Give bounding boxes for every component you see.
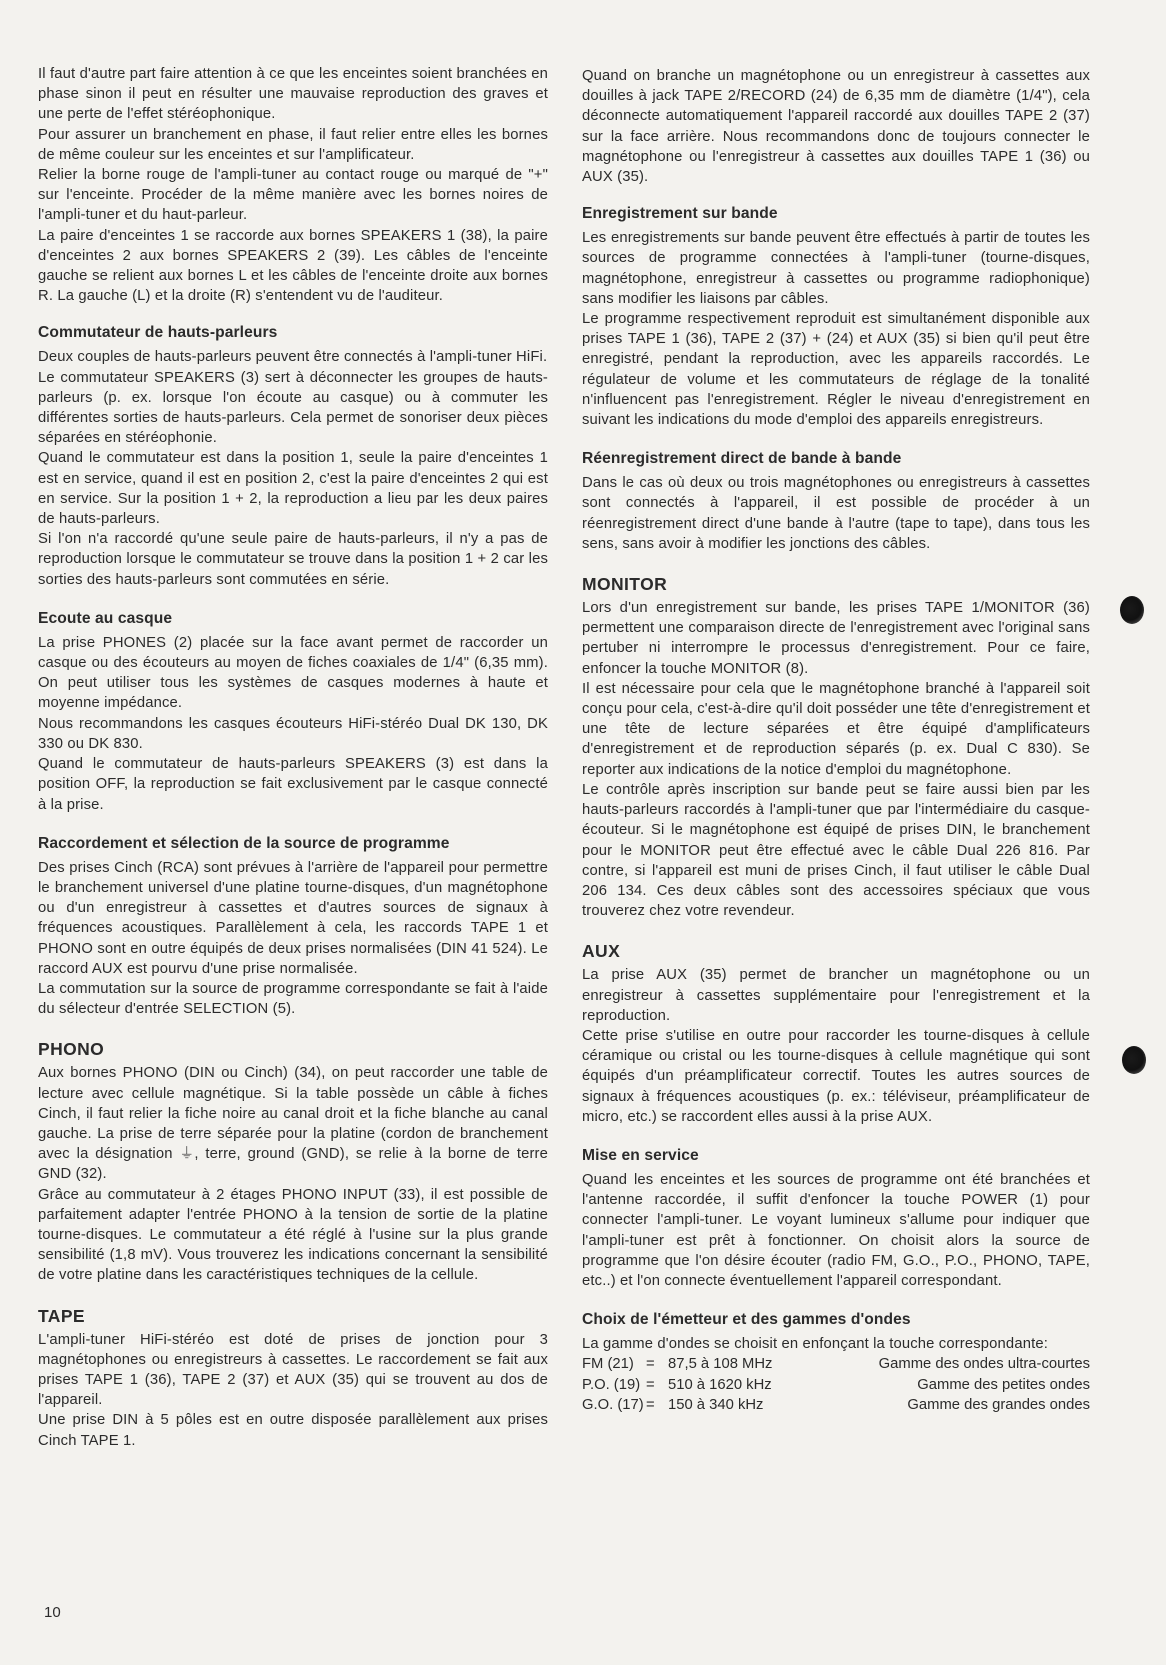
equals-cell: =	[646, 1396, 655, 1413]
punch-hole-mark	[1122, 1046, 1146, 1074]
table-row	[582, 1395, 1090, 1415]
paragraph: Le programme respectivement reproduit est simultanément disponible aux prises TAPE 1 (36), TAPE 2 (37) + (24) et AUX (35) si bien qu'il peut être enregistré, pendant la reproduction, avec les appareils raccordés. Le régulateur de volume et les commutateurs de réglage de la tonalité n'influencent pas l'enregistrement. Régler le niveau d'enregistrement en suivant les indications du mode d'emploi des appareils enregistreurs.	[582, 311, 1090, 429]
paragraph: Le commutateur SPEAKERS (3) sert à déconnecter les groupes de hauts-parleurs (p. ex. lorsque l'on écoute au casque) ou à commuter les différentes sorties de hauts-parleurs. Cela permet de sonoriser deux pièces séparées en stéréophonie.	[38, 369, 548, 447]
paragraph: Le contrôle après inscription sur bande peut se faire aussi bien par les hauts-parleurs raccordés à l'ampli-tuner que par l'intermédiaire du casque-écouteur. Si le magnétophone est équipé de prises DIN, le branchement pour le MONITOR peut être effectué avec le câble Dual 226 816. Par contre, si l'appareil est muni de prises Cinch, il faut utiliser le câble Dual 206 134. Ces deux câbles sont des accessoires spéciaux que vous trouverez chez votre revendeur.	[582, 781, 1090, 920]
paragraph: Les enregistrements sur bande peuvent être effectués à partir de toutes les sources de programme connectées à l'ampli-tuner (tourne-disques, magnétophone, enregistreur à cassettes ou programme radiophonique) sans modifier les liaisons par câbles.	[582, 230, 1090, 307]
section-heading-reenregistrement: Réenregistrement direct de bande à bande	[582, 450, 902, 468]
paragraph: Si l'on n'a raccordé qu'une seule paire de hauts-parleurs, il n'y a pas de reproduction lorsque le commutateur se trouve dans la position 1 + 2 car les sorties des hauts-parleurs sont commutées en série.	[38, 531, 548, 588]
paragraph: Quand le commutateur de hauts-parleurs SPEAKERS (3) est dans la position OFF, la reproduction se fait exclusivement par le casque connecté à la prise.	[38, 756, 548, 813]
section-heading-ecoute: Ecoute au casque	[38, 609, 173, 627]
paragraph: L'ampli-tuner HiFi-stéréo est doté de prises de jonction pour 3 magnétophones ou enregistreurs à cassettes. Le raccordement se fait aux prises TAPE 1 (36), TAPE 2 (37) et AUX (35) qui se trouvent au dos de l'appareil.	[38, 1331, 548, 1409]
right-column	[582, 66, 1090, 1415]
range-cell: 87,5 à 108 MHz	[668, 1356, 773, 1373]
description-cell: Gamme des petites ondes	[917, 1376, 1090, 1393]
paragraph: La paire d'enceintes 1 se raccorde aux bornes SPEAKERS 1 (38), la paire d'enceintes 2 aux bornes SPEAKERS 2 (39). Les câbles de l'enceinte gauche se relient aux bornes L et les câbles de l'enceinte droite aux bornes R. La gauche (L) et la droite (R) s'entendent vu de l'auditeur.	[38, 227, 548, 305]
range-cell: 150 à 340 kHz	[668, 1396, 764, 1413]
paragraph: Quand on branche un magnétophone ou un enregistreur à cassettes aux douilles à jack TAPE 2/RECORD (24) de 6,35 mm de diamètre (1/4"), cela déconnecte automatiquement l'appareil raccordé aux douilles TAPE 2 (37) sur la face arrière. Nous recommandons donc de toujours connecter le magnétophone ou l'enregistreur à cassettes aux douilles TAPE 1 (36) ou AUX (35).	[582, 68, 1090, 186]
page-number: 10	[44, 1604, 61, 1621]
equals-cell: =	[646, 1376, 655, 1393]
section-heading-phono: PHONO	[38, 1039, 105, 1060]
paragraph: Il est nécessaire pour cela que le magnétophone branché à l'appareil soit conçu pour cela, c'est-à-dire qu'il doit posséder une tête d'enregistrement et une tête de lecture séparées et être équipé d'amplificateurs d'enregistrement et de reproduction séparés (p. ex. Dual C 830). Se reporter aux indications de la notice d'emploi du magnétophone.	[582, 680, 1090, 778]
table-row	[582, 1375, 1090, 1395]
paragraph: Aux bornes PHONO (DIN ou Cinch) (34), on peut raccorder une table de lecture avec cellule magnétique. Si la table possède un câble à fiches Cinch, il faut relier la fiche noire au canal droit et la fiche blanche au canal gauche. La prise de terre séparée pour la platine (cordon de branchement avec la désignation ⏚, terre, ground (GND), se relie à la borne de terre GND (32).	[38, 1065, 548, 1183]
paragraph: Relier la borne rouge de l'ampli-tuner au contact rouge ou marqué de "+" sur l'enceinte. Procéder de la même manière avec les bornes noires de l'ampli-tuner et du haut-parleur.	[38, 167, 548, 224]
range-cell: 510 à 1620 kHz	[668, 1376, 772, 1393]
section-heading-enregistrement: Enregistrement sur bande	[582, 205, 778, 223]
section-heading-monitor: MONITOR	[582, 574, 668, 595]
paragraph: Deux couples de hauts-parleurs peuvent être connectés à l'ampli-tuner HiFi.	[38, 349, 548, 366]
section-heading-commutateur: Commutateur de hauts-parleurs	[38, 324, 278, 342]
paragraph: Il faut d'autre part faire attention à ce que les enceintes soient branchées en phase sinon il peut en résulter une mauvaise reproduction des graves et une perte de l'effet stéréophonique.	[38, 66, 548, 123]
equals-cell: =	[646, 1356, 655, 1373]
left-column	[38, 64, 548, 1451]
paragraph: Grâce au commutateur à 2 étages PHONO INPUT (33), il est possible de parfaitement adapter l'entrée PHONO à la tension de sortie de la platine tourne-disques. Le commutateur a été réglé à l'usine sur la plus grande sensibilité (1,8 mV). Vous trouverez les indications concernant la sensibilité de votre platine dans les caractéristiques techniques de la cellule.	[38, 1186, 548, 1284]
paragraph: Cette prise s'utilise en outre pour raccorder les tourne-disques à cellule céramique ou cristal ou les tourne-disques à cellule magnétique qui sont équipés d'un préamplificateur correctif. Toutes les autres sources de signaux à fréquences acoustiques (p. ex.: téléviseur, préamplificateur de micro, etc.) se raccordent elles aussi à la prise AUX.	[582, 1027, 1090, 1125]
section-heading-mise-en-service: Mise en service	[582, 1146, 699, 1164]
section-heading-aux: AUX	[582, 941, 621, 962]
paragraph: Lors d'un enregistrement sur bande, les prises TAPE 1/MONITOR (36) permettent une comparaison directe de l'enregistrement avec l'original sans pertuber ni interrompre le processus d'enregistrement. Pour ce faire, enfoncer la touche MONITOR (8).	[582, 600, 1090, 677]
paragraph: Quand le commutateur est dans la position 1, seule la paire d'enceintes 1 est en service, quand il est en position 2, c'est la paire d'enceintes 2 qui est en service. Sur la position 1 + 2, la reproduction a lieu par les deux paires de hauts-parleurs.	[38, 450, 548, 528]
paragraph: Nous recommandons les casques écouteurs HiFi-stéréo Dual DK 130, DK 330 ou DK 830.	[38, 715, 548, 752]
section-heading-tape: TAPE	[38, 1305, 85, 1326]
paragraph: Une prise DIN à 5 pôles est en outre disposée parallèlement aux prises Cinch TAPE 1.	[38, 1412, 548, 1449]
description-cell: Gamme des grandes ondes	[907, 1396, 1090, 1413]
description-cell: Gamme des ondes ultra-courtes	[878, 1356, 1090, 1373]
paragraph: Quand les enceintes et les sources de programme ont été branchées et l'antenne raccordée, il suffit d'enfoncer la touche POWER (1) pour connecter l'ampli-tuner. Le voyant lumineux s'allume pour indiquer que l'ampli-tuner est prêt à fonctionner. On choisit alors la source de programme que l'on désire écouter (radio FM, G.O., P.O., PHONO, TAPE, etc..) et l'on connecte éventuellement l'appareil correspondant.	[582, 1171, 1090, 1289]
punch-hole-mark	[1120, 596, 1144, 624]
paragraph: Pour assurer un branchement en phase, il faut relier entre elles les bornes de même couleur sur les enceintes et sur l'amplificateur.	[38, 126, 548, 163]
band-cell: P.O. (19)	[582, 1376, 641, 1393]
band-cell: FM (21)	[582, 1356, 634, 1373]
section-heading-raccordement: Raccordement et sélection de la source de programme	[38, 834, 450, 852]
section-heading-choix: Choix de l'émetteur et des gammes d'ondes	[582, 1311, 911, 1329]
paragraph: Des prises Cinch (RCA) sont prévues à l'arrière de l'appareil pour permettre le branchement universel d'une platine tourne-disques, d'un magnétophone ou d'un enregistreur à cassettes et d'autres sources de signaux à fréquences acoustiques. Parallèlement à cela, les raccords TAPE 1 et PHONO sont en outre équipés de deux prises normalisées (DIN 41 524). Le raccord AUX est pourvu d'une prise normalisée.	[38, 859, 548, 977]
paragraph: Dans le cas où deux ou trois magnétophones ou enregistreurs à cassettes sont connectés à l'appareil, il est possible de procéder à un réenregistrement direct d'une bande à l'autre (tape to tape), dans tous les sens, sans avoir à modifier les jonctions des câbles.	[582, 475, 1090, 552]
paragraph: La prise PHONES (2) placée sur la face avant permet de raccorder un casque ou des écouteurs au moyen de fiches coaxiales de 1/4" (6,35 mm). On peut utiliser tous les systèmes de casques modernes à haute et moyenne impédance.	[38, 634, 548, 712]
paragraph: La prise AUX (35) permet de brancher un magnétophone ou un enregistreur à cassettes supplémentaire pour l'enregistrement et la reproduction.	[582, 967, 1090, 1024]
paragraph: La gamme d'ondes se choisit en enfonçant la touche correspondante:	[582, 1336, 1048, 1353]
band-cell: G.O. (17)	[582, 1396, 644, 1413]
frequency-table	[582, 1354, 1090, 1415]
paragraph: La commutation sur la source de programme correspondante se fait à l'aide du sélecteur d'entrée SELECTION (5).	[38, 980, 548, 1018]
table-row	[582, 1354, 1090, 1374]
